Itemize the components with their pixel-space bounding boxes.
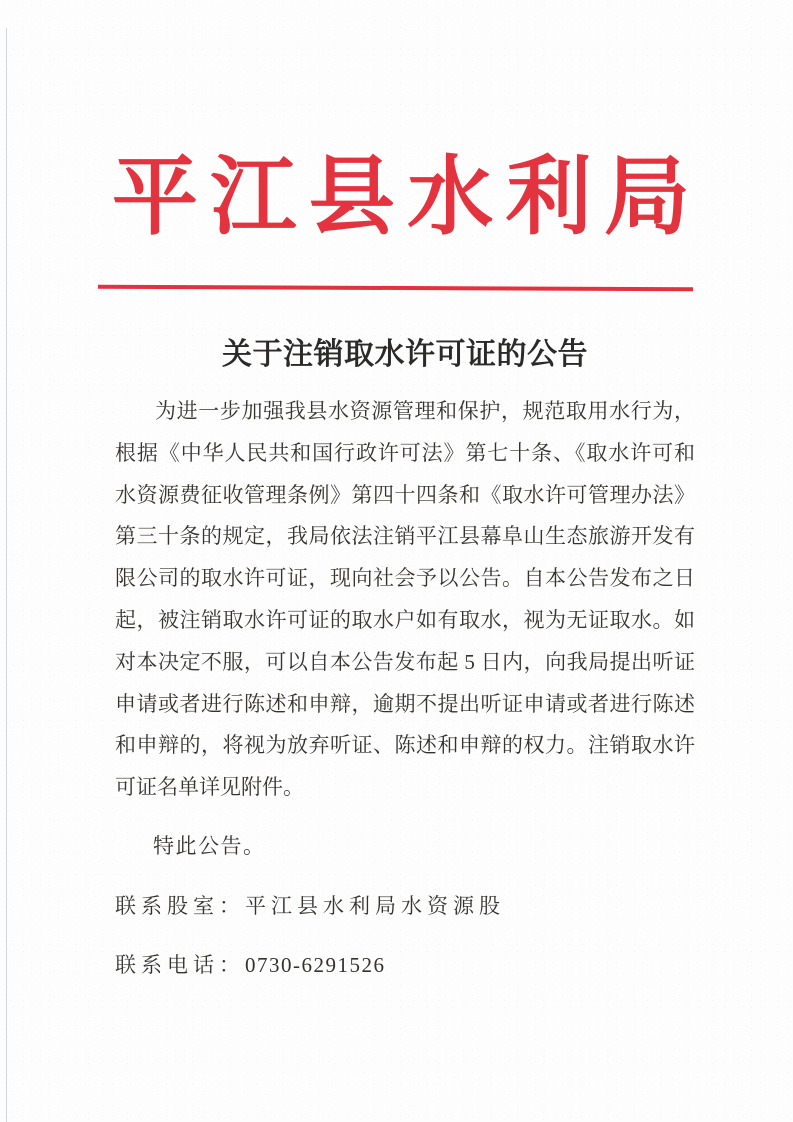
closing-statement: 特此公告。 [153,834,266,858]
contact-phone-value: 0730-6291526 [245,953,386,977]
contact-department-label: 联系股室： [115,894,245,918]
body-line: 限公司的取水许可证，现向社会予以公告。自本公告发布之日 [115,566,695,591]
announcement-body [115,391,695,809]
scan-edge-artifact [6,28,7,1122]
body-line: 起，被注销取水许可证的取水户如有取水，视为无证取水。如 [115,607,695,632]
agency-letterhead-title: 平江县水利局 [112,149,690,245]
body-line: 为进一步加强我县水资源管理和保护，规范取用水行为， [155,399,695,423]
body-line: 和申辩的，将视为放弃听证、陈述和申辩的权力。注销取水许 [115,733,695,758]
document-title: 关于注销取水许可证的公告 [222,338,588,371]
body-line: 第三十条的规定，我局依法注销平江县幕阜山生态旅游开发有 [115,524,695,549]
contact-phone-line [115,949,386,979]
body-line: 可证名单详见附件。 [115,775,304,800]
body-line: 申请或者进行陈述和申辩，逾期不提出听证申请或者进行陈述 [115,691,695,716]
contact-department-line [115,890,505,920]
letterhead-divider-line [98,285,693,292]
body-line: 水资源费征收管理条例》第四十四条和《取水许可管理办法》 [115,482,695,507]
contact-phone-label: 联系电话： [115,953,245,977]
body-line: 对本决定不服，可以自本公告发布起 5 日内，向我局提出听证 [115,649,695,674]
contact-department-value: 平江县水利局水资源股 [245,894,505,918]
body-line: 根据《中华人民共和国行政许可法》第七十条、《取水许可和 [115,440,695,465]
